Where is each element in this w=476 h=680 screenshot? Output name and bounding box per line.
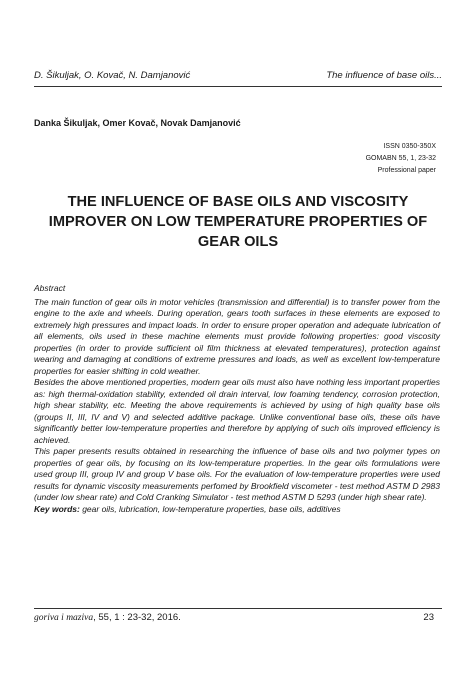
abstract-paragraph-2: Besides the above mentioned properties, modern gear oils must also have nothing less important properties as: high thermal-oxidation stability, extended oil drain interval, low foaming tendency, corrosion protection, high shear stability, etc. Meeting the above requirements is achieved by using of high quality base oils (groups II, III, IV and V) and selected additive package. Unlike conventional base oils, these oils have significantly better low-temperature properties and therefore by applying of such oils improved efficiency is achieved. <box>34 377 440 445</box>
abstract-section <box>34 283 440 515</box>
journal-name: goriva i maziva <box>34 613 94 623</box>
abstract-paragraph-1: The main function of gear oils in motor vehicles (transmission and differential) is to transfer power from the engine to the axle and wheels. During operation, gears tooth surfaces in these elements are exposed to extremely high pressures and impact loads. In order to ensure proper operation and adequate lubrication of all elements, oils used in these machine elements must provide following properties: good viscosity properties (in order to provide sufficient oil film thickness at elevated temperatures), protection against wearing and damaging at conditions of extreme pressures and loads, as well as excellent low-temperature properties for easier shifting in cold weather. <box>34 296 440 376</box>
header-short-title: The influence of base oils... <box>326 70 442 81</box>
abstract-heading: Abstract <box>34 283 66 293</box>
keywords <box>34 504 440 516</box>
issn: ISSN 0350-350X <box>383 143 436 150</box>
paper-type: Professional paper <box>377 167 436 174</box>
gomabn: GOMABN 55, 1, 23-32 <box>365 155 436 162</box>
header-authors: D. Šikuljak, O. Kovač, N. Damjanović <box>34 70 191 81</box>
running-header <box>34 70 442 81</box>
paper-title: THE INFLUENCE OF BASE OILS AND VISCOSITY IMPROVER ON LOW TEMPERATURE PROPERTIES OF GEAR OILS <box>48 194 428 250</box>
journal-citation: , 55, 1 : 23-32, 2016. <box>93 612 181 623</box>
footer-divider <box>34 608 442 609</box>
publication-meta <box>366 141 436 177</box>
header-divider <box>34 86 442 87</box>
page-footer <box>34 612 434 623</box>
page-number: 23 <box>423 612 434 623</box>
keywords-list: gear oils, lubrication, low-temperature properties, base oils, additives <box>79 503 341 514</box>
abstract-paragraph-3: This paper presents results obtained in researching the influence of base oils and two polymer types on properties of gear oils, by focusing on its low-temperature properties. In the gear oils formulations were used group III, group IV and group V base oils. For the evaluation of low-temperature properties were used results for dynamic viscosity measurements perfomed by Brookfield viscometer - test method ASTM D 2983 (under low shear rate) and Cold Cranking Simulator - test method ASTM D 5293 (under high shear rate). <box>34 446 440 502</box>
keywords-label: Key words: <box>34 503 80 514</box>
footer-citation <box>34 612 181 623</box>
author-list: Danka Šikuljak, Omer Kovač, Novak Damjanović <box>34 118 241 128</box>
